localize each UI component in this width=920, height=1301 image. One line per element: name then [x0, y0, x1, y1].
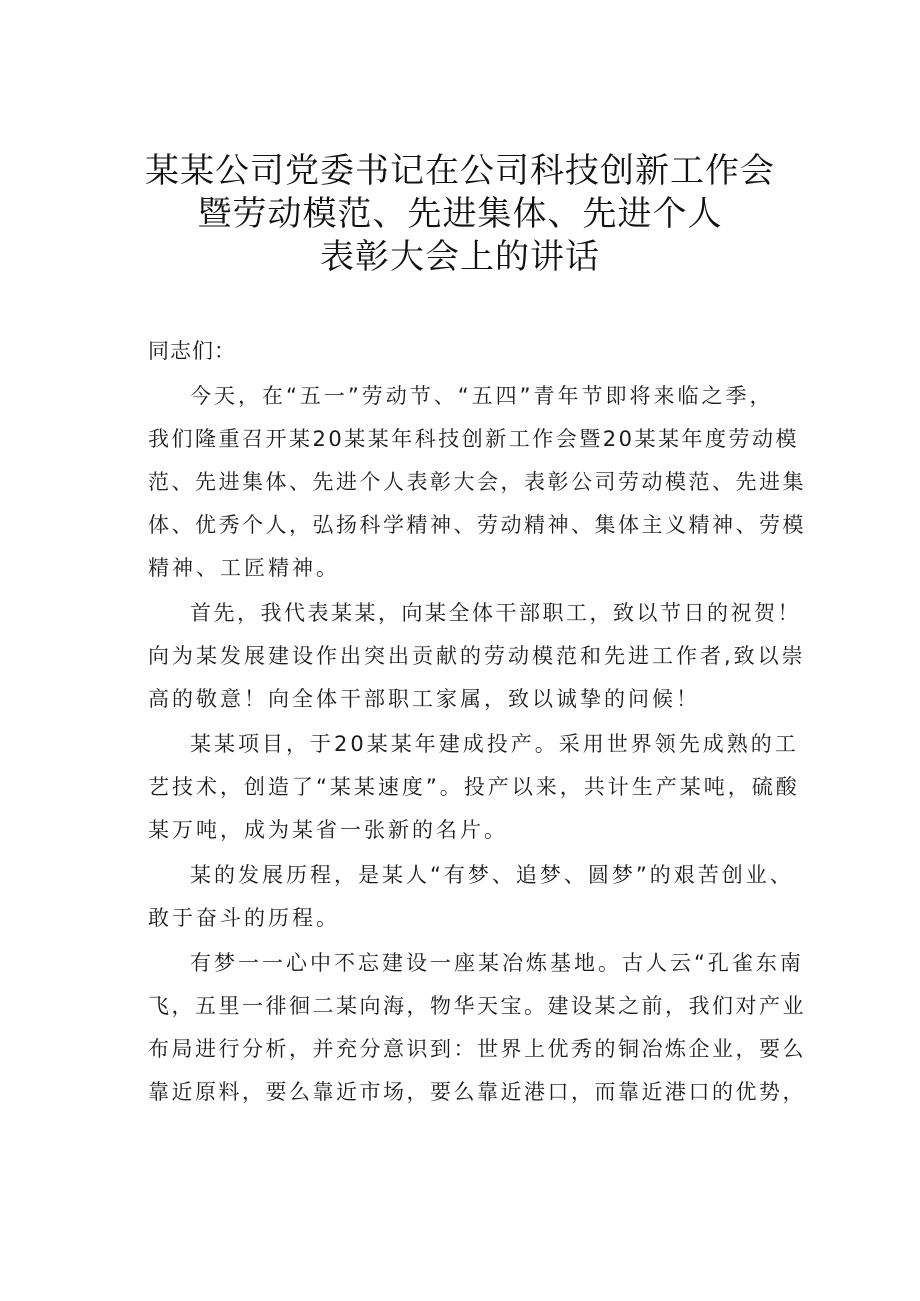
paragraph-line: 某的发展历程，是某人“有梦、追梦、圆梦”的艰苦创业、 — [190, 863, 794, 887]
paragraph-line: 敢于奋斗的历程。 — [148, 906, 340, 930]
title-line: 表彰大会上的讲话 — [320, 237, 600, 277]
paragraph-line: 靠近原料，要么靠近市场，要么靠近港口，而靠近港口的优势， — [148, 1080, 806, 1104]
title-line: 暨劳动模范、先进集体、先进个人 — [197, 194, 723, 234]
paragraph-line: 布局进行分析，并充分意识到：世界上优秀的铜冶炼企业，要么 — [148, 1037, 806, 1061]
title-line: 某某公司党委书记在公司科技创新工作会 — [145, 151, 775, 191]
paragraph-line: 飞，五里一徘徊二某向海，物华天宝。建设某之前，我们对产业 — [148, 994, 806, 1018]
paragraph — [148, 723, 808, 852]
paragraph — [148, 942, 808, 1114]
paragraph-line: 向为某发展建设作出突出贡献的劳动模范和先进工作者,致以崇 — [148, 644, 806, 668]
document-body — [148, 330, 808, 1116]
paragraph-line: 今天，在“五一”劳动节、“五四”青年节即将来临之季， — [190, 384, 774, 408]
paragraph-line: 首先，我代表某某，向某全体干部职工，致以节日的祝贺！ — [190, 601, 801, 625]
paragraph-line: 我们隆重召开某20某某年科技创新工作会暨20某某年度劳动模 — [148, 427, 799, 451]
paragraph-line: 高的敬意！向全体干部职工家属，致以诚挚的问候！ — [148, 687, 700, 711]
paragraph-line: 某万吨，成为某省一张新的名片。 — [148, 818, 508, 842]
paragraph-line: 精神、工匠精神。 — [148, 556, 340, 580]
paragraph — [148, 854, 808, 940]
paragraph — [148, 375, 808, 590]
paragraph — [148, 592, 808, 721]
salutation: 同志们： — [148, 339, 236, 363]
paragraph-line: 体、优秀个人，弘扬科学精神、劳动精神、集体主义精神、劳模 — [148, 513, 806, 537]
paragraph-line: 某某项目，于20某某年建成投产。采用世界领先成熟的工 — [190, 732, 799, 756]
document-title — [120, 150, 800, 279]
paragraph-line: 范、先进集体、先进个人表彰大会，表彰公司劳动模范、先进集 — [148, 470, 806, 494]
paragraph-line: 有梦一一心中不忘建设一座某冶炼基地。古人云“孔雀东南 — [190, 951, 804, 975]
paragraph-line: 艺技术，创造了“某某速度”。投产以来，共计生产某吨，硫酸 — [148, 775, 800, 799]
